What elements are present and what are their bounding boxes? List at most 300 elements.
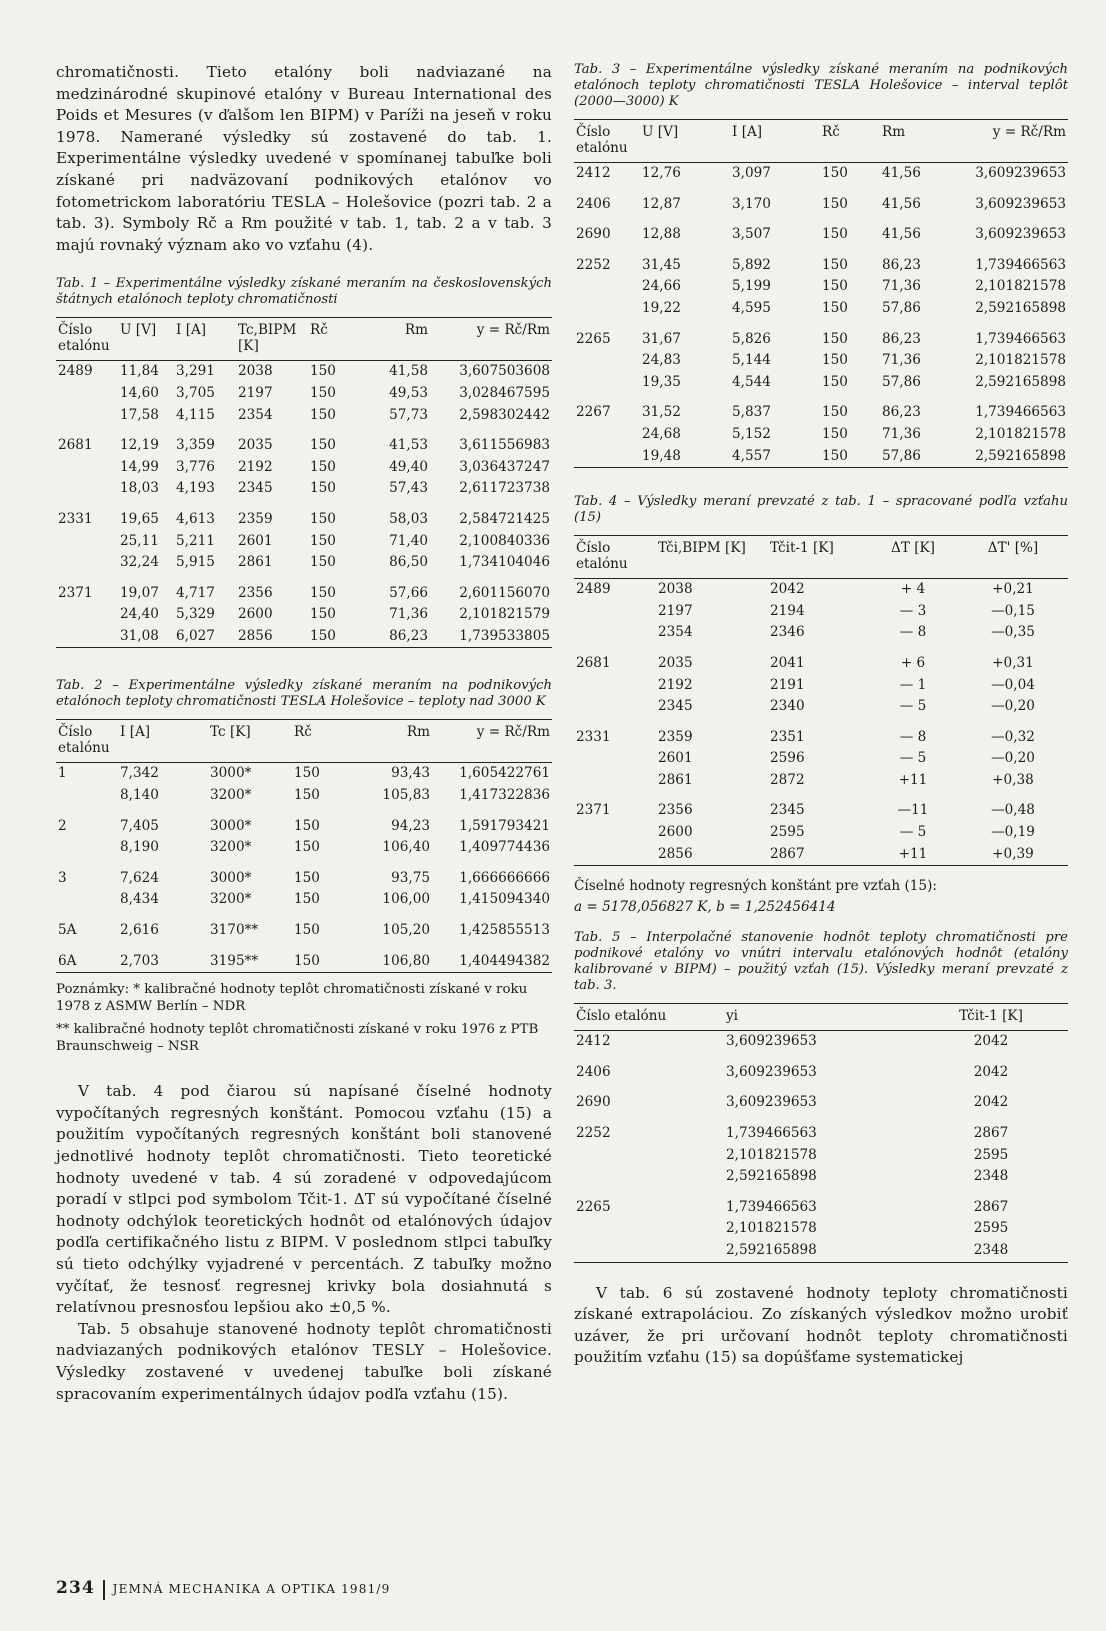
table-cell: 24,68: [642, 425, 681, 442]
table-cell: [574, 276, 640, 298]
table-cell: 3,291: [176, 363, 215, 380]
table-cell: 2345: [658, 698, 693, 715]
table-row: [56, 807, 552, 838]
table-cell: 1: [58, 765, 67, 782]
column-header: Rč: [294, 724, 312, 741]
table-cell: 150: [310, 363, 336, 380]
table-cell: 3200*: [210, 839, 252, 856]
table-cell: +0,31: [992, 654, 1034, 671]
table-cell: 2371: [58, 584, 93, 601]
table-cell: 2345: [770, 802, 805, 819]
table-cell: 3,776: [176, 458, 215, 475]
column-header: y = Rč/Rm: [992, 124, 1066, 140]
body-paragraph: V tab. 6 sú zostavené hodnoty teploty chromatičnosti získané extrapoláciou. Zo získaných výsledkov možno urobiť uzáver, že pri určovaní hodnôt teploty chromatičnosti použitím vzťahu (15) sa dopúšťame systematickej: [574, 1283, 1068, 1367]
table-row: [56, 604, 552, 626]
table-cell: 71,36: [882, 352, 921, 369]
table-cell: 2356: [238, 584, 273, 601]
table-cell: 150: [294, 952, 320, 969]
table-cell: — 8: [899, 728, 927, 745]
table-5-caption: Tab. 5 – Interpolačné stanovenie hodnôt teploty chromatičnosti pre podnikové etalóny vo vnútri intervalu etalónových hodnôt (etalóny kalibrované v BIPM) – použitý vzťah (15). Výsledky meraní prevzaté z tab. 3.: [574, 930, 1068, 994]
table-cell: [56, 531, 118, 553]
table-cell: +0,21: [992, 581, 1034, 598]
table-row: [56, 574, 552, 605]
table-cell: 7,342: [120, 765, 159, 782]
table-cell: 105,20: [382, 922, 430, 939]
table-cell: 11,84: [120, 363, 159, 380]
table-row: [56, 383, 552, 405]
table-cell: 3,170: [732, 195, 771, 212]
table-cell: 3: [58, 869, 67, 886]
table-cell: +11: [898, 771, 928, 788]
table-cell: 71,36: [389, 606, 428, 623]
table-cell: +11: [898, 845, 928, 862]
table-cell: 2371: [576, 802, 611, 819]
table-cell: 32,24: [120, 554, 159, 571]
table-cell: 94,23: [391, 817, 430, 834]
table-cell: 19,22: [642, 299, 681, 316]
table-cell: 5,892: [732, 256, 771, 273]
table-cell: 2038: [658, 581, 693, 598]
table-1-caption: Tab. 1 – Experimentálne výsledky získané meraním na československých štátnych etalónoch teploty chromatičnosti: [56, 276, 552, 308]
table-row: [574, 622, 1068, 644]
table-cell: 49,40: [389, 458, 428, 475]
table-cell: [574, 1166, 724, 1188]
table-row: [56, 552, 552, 574]
table-cell: 12,88: [642, 226, 681, 243]
table-cell: 2351: [770, 728, 805, 745]
table-cell: 8,190: [120, 839, 159, 856]
table-cell: [574, 822, 656, 844]
table-cell: 2,101821578: [726, 1220, 817, 1237]
column-header: Rm: [406, 724, 430, 741]
table-cell: —11: [897, 802, 929, 819]
table-cell: 31,67: [642, 330, 681, 347]
table-cell: [56, 383, 118, 405]
table-cell: 8,140: [120, 787, 159, 804]
column-header: Číslo etalónu: [576, 540, 628, 573]
table-cell: 2406: [576, 195, 611, 212]
table-row: [574, 372, 1068, 394]
table-cell: 2,101821578: [975, 278, 1066, 295]
table-cell: 57,86: [882, 447, 921, 464]
table-cell: 150: [310, 554, 336, 571]
table-cell: 1,739466563: [975, 404, 1066, 421]
table-cell: 150: [294, 787, 320, 804]
table-3-caption: Tab. 3 – Experimentálne výsledky získané meraním na podnikových etalónoch teploty chromatičnosti TESLA Holešovice – interval teplôt (2000—3000) K: [574, 62, 1068, 109]
table-cell: 2354: [658, 624, 693, 641]
table-row: [574, 298, 1068, 320]
table-row: [574, 1188, 1068, 1219]
table-cell: 150: [294, 891, 320, 908]
table-cell: 1,739466563: [975, 256, 1066, 273]
table-cell: 3,036437247: [459, 458, 550, 475]
table-cell: 17,58: [120, 406, 159, 423]
table-cell: —0,32: [991, 728, 1035, 745]
table-cell: 2042: [973, 1063, 1009, 1080]
table-4: [574, 535, 1068, 866]
table-cell: [56, 626, 118, 648]
table-cell: 106,00: [382, 891, 430, 908]
table-cell: 4,717: [176, 584, 215, 601]
table-cell: 150: [294, 839, 320, 856]
table-header-row: [574, 1004, 1068, 1031]
table-cell: [56, 785, 118, 807]
table-cell: 1,409774436: [459, 839, 550, 856]
table-row: [574, 601, 1068, 623]
table-cell: 5,211: [176, 532, 215, 549]
table-cell: 2354: [238, 406, 273, 423]
page-number: 234: [56, 1578, 96, 1598]
body-paragraph: V tab. 4 pod čiarou sú napísané číselné hodnoty vypočítaných regresných konštánt. Pomocou vzťahu (15) a použitím vypočítaných regresných konštánt boli stanovené jednotlivé hodnoty teplôt chromatičnosti. Tieto teoretické hodnoty uvedené v tab. 4 sú zoradené v odpovedajúcom poradí v stlpci pod symbolom Tčit-1. ΔT sú vypočítané číselné hodnoty odchýlok teoretických hodnôt od etalónových údajov podľa certifikačného listu z BIPM. V poslednom stlpci tabuľky sú tieto odchýlky vyjadrené v percentách. Z tabuľky možno vyčítať, že tesnosť regresnej krivky bola dosiahnutá s relatívnou presnosťou lepšiou ako ±0,5 %.: [56, 1082, 552, 1317]
table-header-row: [574, 120, 1068, 163]
table-row: [574, 424, 1068, 446]
table-cell: —0,19: [991, 824, 1035, 841]
table-cell: [574, 622, 656, 644]
table-cell: 6A: [58, 952, 77, 969]
column-header: Číslo etalónu: [58, 724, 110, 757]
table-cell: 2681: [576, 654, 611, 671]
table-cell: 150: [822, 425, 848, 442]
table-cell: —0,04: [991, 676, 1035, 693]
table-cell: 1,415094340: [459, 891, 550, 908]
table-1: [56, 317, 552, 648]
table-cell: 2681: [58, 437, 93, 454]
table-row: [56, 361, 552, 383]
table-cell: 3200*: [210, 787, 252, 804]
table-cell: [574, 748, 656, 770]
table-cell: 150: [822, 404, 848, 421]
column-header: I [A]: [732, 124, 763, 140]
table-cell: 150: [310, 510, 336, 527]
table-header-row: [56, 720, 552, 763]
table-cell: 57,66: [389, 584, 428, 601]
table-cell: 2872: [770, 771, 805, 788]
table-cell: 2600: [238, 606, 273, 623]
table-cell: 2690: [576, 1094, 611, 1111]
table-row: [574, 696, 1068, 718]
table-row: [56, 500, 552, 531]
table-cell: 2356: [658, 802, 693, 819]
column-header: Číslo etalónu: [576, 124, 628, 156]
table-cell: 2,100840336: [459, 532, 550, 549]
table-cell: 2197: [238, 384, 273, 401]
table-row: [56, 837, 552, 859]
table-cell: 3,609239653: [975, 226, 1066, 243]
table-cell: +0,39: [992, 845, 1034, 862]
table-row: [574, 579, 1068, 601]
table-row: [574, 1240, 1068, 1262]
table-cell: 86,23: [389, 627, 428, 644]
table-cell: 2,584721425: [459, 510, 550, 527]
table-cell: 7,624: [120, 869, 159, 886]
table-cell: 25,11: [120, 532, 159, 549]
table-cell: 3,609239653: [726, 1033, 817, 1050]
table-row: [574, 320, 1068, 351]
table-cell: — 8: [899, 624, 927, 641]
table-cell: 57,86: [882, 299, 921, 316]
table-3: [574, 119, 1068, 468]
column-header: Číslo etalónu: [576, 1008, 667, 1025]
table-row: [574, 1053, 1068, 1084]
table-cell: + 6: [900, 654, 926, 671]
column-header: Rč: [822, 124, 840, 140]
table-cell: 2: [58, 817, 67, 834]
table-cell: — 5: [899, 750, 927, 767]
table-cell: 150: [822, 165, 848, 181]
table-cell: 3170**: [210, 922, 259, 939]
table-cell: 2191: [770, 676, 805, 693]
table-cell: 49,53: [389, 384, 428, 401]
table-cell: 150: [294, 765, 320, 782]
table-4-caption: Tab. 4 – Výsledky meraní prevzaté z tab. 1 – spracované podľa vzťahu (15): [574, 494, 1068, 526]
table-cell: 1,425855513: [459, 922, 550, 939]
table-cell: [56, 604, 118, 626]
table-cell: 19,07: [120, 584, 159, 601]
table-cell: 14,60: [120, 384, 159, 401]
table-cell: 4,595: [732, 299, 771, 316]
table-row: [56, 478, 552, 500]
table-cell: 5,144: [732, 352, 771, 369]
table-cell: [56, 478, 118, 500]
table-cell: 6,027: [176, 627, 215, 644]
table-cell: 2340: [770, 698, 805, 715]
table-cell: [574, 675, 656, 697]
table-cell: 31,45: [642, 256, 681, 273]
table-row: [56, 405, 552, 427]
table-cell: 2,592165898: [975, 299, 1066, 316]
table-cell: 4,115: [176, 406, 215, 423]
table-cell: 2595: [770, 824, 805, 841]
table-cell: 2,592165898: [975, 373, 1066, 390]
table-cell: 5,915: [176, 554, 215, 571]
table-cell: 2690: [576, 226, 611, 243]
table-cell: 150: [310, 532, 336, 549]
column-header: Číslo etalónu: [58, 322, 110, 355]
table-cell: 1,666666666: [459, 869, 550, 886]
table-cell: 150: [822, 352, 848, 369]
table-cell: 2867: [770, 845, 805, 862]
table-cell: 150: [822, 447, 848, 464]
table-cell: 2406: [576, 1063, 611, 1080]
table-cell: 3200*: [210, 891, 252, 908]
table-cell: [574, 696, 656, 718]
table-cell: 41,56: [882, 195, 921, 212]
table-cell: 57,43: [389, 480, 428, 497]
table-row: [574, 1218, 1068, 1240]
table-cell: +0,38: [992, 771, 1034, 788]
table-header-row: [574, 536, 1068, 579]
table-cell: 2601: [238, 532, 273, 549]
table-cell: 93,75: [391, 869, 430, 886]
table-cell: 3,609239653: [975, 195, 1066, 212]
table-row: [56, 889, 552, 911]
table-cell: 2359: [238, 510, 273, 527]
table-cell: 12,19: [120, 437, 159, 454]
table-cell: [56, 405, 118, 427]
table-cell: 150: [822, 226, 848, 243]
table-cell: 150: [822, 299, 848, 316]
table-cell: 19,65: [120, 510, 159, 527]
table-cell: 1,739466563: [726, 1198, 817, 1215]
table-cell: 3,609239653: [726, 1094, 817, 1111]
table-5: [574, 1003, 1068, 1262]
table-cell: 2252: [576, 256, 611, 273]
table-cell: 2489: [58, 363, 93, 380]
column-header: Rč: [310, 322, 328, 339]
table-row: [56, 911, 552, 942]
table-cell: 2595: [973, 1220, 1009, 1237]
column-header: U [V]: [642, 124, 679, 140]
table-cell: 2867: [973, 1198, 1009, 1215]
table-2-note-2: ** kalibračné hodnoty teplôt chromatičnosti získané v roku 1976 z PTB Braunschweig – NSR: [56, 1022, 539, 1055]
table-row: [56, 785, 552, 807]
table-row: [574, 1145, 1068, 1167]
table-cell: [574, 1218, 724, 1240]
table-cell: 1,739466563: [975, 330, 1066, 347]
table-cell: 150: [822, 373, 848, 390]
table-2-caption: Tab. 2 – Experimentálne výsledky získané meraním na podnikových etalónoch teploty chromatičnosti TESLA Holešovice – teploty nad 3000 K: [56, 678, 552, 710]
table-cell: 2861: [658, 771, 693, 788]
table-cell: 4,557: [732, 447, 771, 464]
table-cell: 1,739466563: [726, 1125, 817, 1142]
table-row: [574, 446, 1068, 468]
table-cell: —0,20: [991, 698, 1035, 715]
table-cell: 19,35: [642, 373, 681, 390]
table-cell: 2412: [576, 1033, 611, 1050]
table-row: [574, 1114, 1068, 1145]
table-cell: 2194: [770, 602, 805, 619]
table-cell: 3000*: [210, 765, 252, 782]
table-cell: 2412: [576, 165, 611, 181]
table-cell: 2596: [770, 750, 805, 767]
table-cell: 150: [310, 627, 336, 644]
table-cell: 2331: [58, 510, 93, 527]
table-cell: 150: [310, 384, 336, 401]
table-cell: 150: [294, 869, 320, 886]
table-cell: 5,152: [732, 425, 771, 442]
table-cell: 2,703: [120, 952, 159, 969]
table-cell: 3,359: [176, 437, 215, 454]
table-cell: 2197: [658, 602, 693, 619]
table-cell: 2042: [973, 1094, 1009, 1111]
table-row: [574, 822, 1068, 844]
right-column: [574, 62, 1068, 1369]
table-cell: 2,101821578: [726, 1146, 817, 1163]
table-cell: 8,434: [120, 891, 159, 908]
table-row: [56, 859, 552, 890]
table-cell: 150: [310, 458, 336, 475]
table-cell: 31,08: [120, 627, 159, 644]
footer-divider: [103, 1580, 105, 1600]
table-cell: 41,53: [389, 437, 428, 454]
table-cell: 41,58: [389, 363, 428, 380]
table-cell: 14,99: [120, 458, 159, 475]
table-cell: 7,405: [120, 817, 159, 834]
table-cell: 2042: [770, 581, 805, 598]
table-cell: 2,592165898: [726, 1168, 817, 1185]
table-cell: [574, 1145, 724, 1167]
table-cell: 2035: [238, 437, 273, 454]
table-cell: 150: [822, 330, 848, 347]
table-cell: 4,613: [176, 510, 215, 527]
table-cell: 2861: [238, 554, 273, 571]
table-cell: 3,609239653: [975, 165, 1066, 181]
table-cell: 5,199: [732, 278, 771, 295]
table-row: [56, 626, 552, 648]
table-cell: 93,43: [391, 765, 430, 782]
table-cell: 24,83: [642, 352, 681, 369]
table-cell: 5,826: [732, 330, 771, 347]
table-row: [56, 763, 552, 785]
table-cell: 5,329: [176, 606, 215, 623]
table-row: [574, 770, 1068, 792]
left-column: [56, 62, 552, 1405]
table-cell: 2192: [658, 676, 693, 693]
table-cell: 71,36: [882, 278, 921, 295]
column-header: I [A]: [120, 724, 151, 741]
column-header: Rm: [404, 322, 428, 339]
table-cell: [574, 446, 640, 468]
table-cell: 2348: [973, 1242, 1009, 1258]
table-cell: [574, 844, 656, 866]
table-cell: 106,80: [382, 952, 430, 969]
table-cell: 3000*: [210, 817, 252, 834]
table-row: [56, 426, 552, 457]
table-cell: 5A: [58, 922, 77, 939]
column-header: y = Rč/Rm: [476, 724, 550, 741]
table-cell: 2489: [576, 581, 611, 598]
table-cell: 86,23: [882, 256, 921, 273]
table-cell: 2035: [658, 654, 693, 671]
table-cell: 86,23: [882, 330, 921, 347]
table-cell: 2,601156070: [459, 584, 550, 601]
body-paragraph: Tab. 5 obsahuje stanovené hodnoty teplôt chromatičnosti nadviazaných podnikových etalónov TESLY – Holešovice. Výsledky zostavené v uvedenej tabuľke boli získané spracovaním experimentálnych údajov podľa vzťahu (15).: [56, 1319, 552, 1403]
table-cell: — 3: [899, 602, 927, 619]
table-row: [574, 791, 1068, 822]
table-cell: 1,591793421: [459, 817, 550, 834]
column-header: U [V]: [120, 322, 157, 339]
body-paragraph: chromatičnosti. Tieto etalóny boli nadviazané na medzinárodné skupinové etalóny v Bureau International des Poids et Mesures (v ďalšom len BIPM) v Paríži na jeseň v roku 1978. Namerané výsledky sú zostavené do tab. 1. Experimentálne výsledky uvedené v spomínanej tabuľke boli získané pri nadväzovaní podnikových etalónov vo fotometrickom laboratóriu TESLA – Holešovice (pozri tab. 2 a tab. 3). Symboly Rč a Rm použité v tab. 1, tab. 2 a v tab. 3 majú rovnaký význam ako vo vzťahu (4).: [56, 63, 552, 254]
table-cell: [574, 350, 640, 372]
table-cell: 2856: [238, 627, 273, 644]
table-cell: 3,097: [732, 165, 771, 181]
table-cell: 19,48: [642, 447, 681, 464]
table-cell: —0,15: [991, 602, 1035, 619]
table-cell: 1,417322836: [459, 787, 550, 804]
table-cell: 150: [310, 606, 336, 623]
regression-constants-title: Číselné hodnoty regresných konštánt pre vzťah (15):: [574, 878, 937, 895]
table-cell: 105,83: [382, 787, 430, 804]
table-row: [574, 215, 1068, 246]
table-row: [574, 393, 1068, 424]
table-cell: 2252: [576, 1125, 611, 1142]
table-cell: 71,36: [882, 425, 921, 442]
column-header: ΔT [K]: [891, 540, 935, 557]
table-cell: 150: [822, 278, 848, 295]
table-cell: [56, 889, 118, 911]
table-cell: [56, 457, 118, 479]
table-cell: 3,607503608: [459, 363, 550, 380]
table-cell: 2267: [576, 404, 611, 421]
table-cell: 2265: [576, 1198, 611, 1215]
table-cell: 2,611723738: [459, 480, 550, 497]
table-cell: 2359: [658, 728, 693, 745]
table-cell: 4,193: [176, 480, 215, 497]
table-row: [574, 748, 1068, 770]
table-cell: 2192: [238, 458, 273, 475]
table-cell: —0,48: [991, 802, 1035, 819]
table-cell: 2,101821578: [975, 425, 1066, 442]
